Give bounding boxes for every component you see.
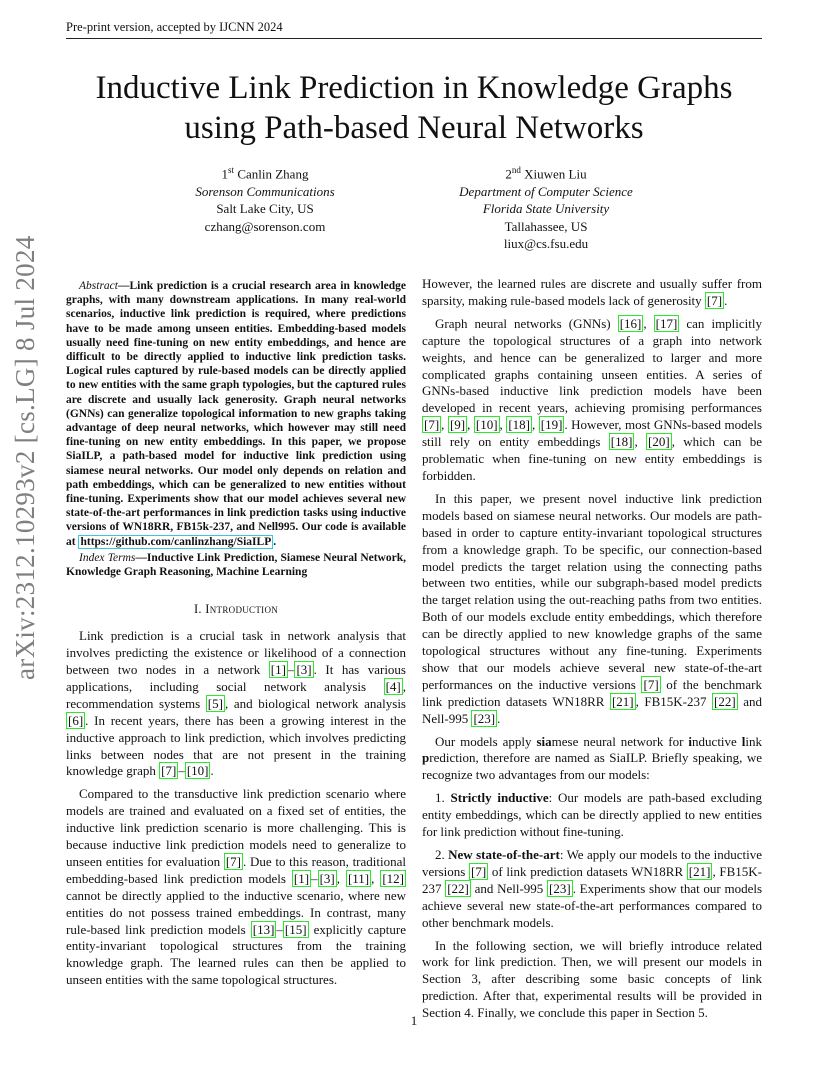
text-segment: . It has various applications, including social network analysis bbox=[66, 661, 406, 694]
text-segment: ink bbox=[745, 733, 763, 749]
citation-link[interactable]: [9] bbox=[449, 417, 466, 433]
author-1-block bbox=[115, 162, 415, 235]
text-segment: l bbox=[741, 733, 746, 749]
author-1-email: czhang@sorenson.com bbox=[204, 218, 326, 234]
section-heading: I. Introduction bbox=[193, 602, 279, 617]
text-segment: Strictly inductive bbox=[450, 790, 549, 806]
abstract-paragraph: Abstract—Link prediction is a crucial research area in knowledge graphs, with many downstream applications. In many real-world scenarios, inductive link prediction is required, where predictions have to be made among unseen entities. Embedding-based models usually need fine-tuning on new entity embeddings, and hence are difficult to be directly applied to inductive link prediction tasks. Logical rules captured by rule-based models can be directly applied to new entities with the same graph typologies, but the captured rules are discrete and usually lack generosity. Graph neural networks (GNNs) can generalize topological information to new graphs taking advantage of deep neural networks, which however may still need fine-tuning on new entity embeddings. In this paper, we propose SiaILP, a path-based model for inductive link prediction using siamese neural networks. Our model only depends on relation and path embeddings, which can be generalized to new entities without fine-tuning. Experiments show that our model achieves several new state-of-the-art performances in link prediction tasks using inductive versions of WN18RR, FB15k-237, and Nell995. Our code is available at https://github.com/canlinzhang/SiaILP . bbox=[66, 280, 406, 548]
citation-link[interactable]: [3] bbox=[296, 661, 312, 677]
citation-link[interactable]: [12] bbox=[382, 870, 404, 886]
text-segment: , bbox=[531, 417, 539, 433]
text-segment: – bbox=[287, 661, 295, 677]
index-terms: Index Terms—Inductive Link Prediction, Siamese Neural Network, Knowledge Graph Reasoning, Machine Learning bbox=[66, 551, 406, 579]
citation-link[interactable]: [19] bbox=[540, 417, 563, 433]
arxiv-stamp: arXiv:2312.10293v2 [cs.LG] 8 Jul 2024 bbox=[10, 235, 40, 680]
text-segment: Our models apply bbox=[435, 733, 537, 749]
text-segment: rediction, therefore are named as SiaILP. Briefly speaking, we recognize two advantages from our models: bbox=[422, 750, 762, 783]
text-segment: – bbox=[276, 921, 283, 937]
text-segment: . Experiments show that our models achieve several new state-of-the-art performances compared to other benchmark models. bbox=[422, 880, 763, 930]
citation-link[interactable]: [18] bbox=[610, 434, 633, 450]
text-segment: : Our models are path-based excluding entity embeddings, which can be directly applied to new entities for link prediction without fine-tuning. bbox=[422, 790, 763, 840]
gnn-paragraph bbox=[422, 316, 762, 485]
title-line-1: Inductive Link Prediction in Knowledge Graphs bbox=[95, 70, 733, 106]
citation-link[interactable]: [11] bbox=[347, 870, 370, 886]
citation-link[interactable]: [7] bbox=[424, 417, 440, 433]
text-segment: Link prediction is a crucial task in network analysis that involves predicting the existence or likelihood of a connection between two nodes in a network bbox=[66, 628, 406, 677]
text-segment: , bbox=[467, 417, 474, 433]
citation-link[interactable]: [1] bbox=[270, 661, 286, 677]
naming-paragraph bbox=[422, 734, 762, 785]
intro-paragraph-2 bbox=[66, 786, 406, 989]
text-segment: 1. bbox=[435, 790, 451, 806]
page-number: 1 bbox=[410, 1013, 418, 1028]
author-1-location: Salt Lake City, US bbox=[216, 201, 314, 217]
text-segment: p bbox=[422, 750, 430, 766]
text-segment: 2. bbox=[435, 847, 449, 862]
citation-link[interactable]: [3] bbox=[319, 870, 335, 886]
text-segment: : We apply our models to the inductive versions bbox=[422, 847, 763, 879]
text-segment: cannot be directly applied to the inductive scenario, where new entities do not possess trained embeddings. In contrast, many rule-based link prediction models bbox=[66, 887, 406, 937]
text-segment: In the following section, we will briefly introduce related work for link prediction. Then, we will present our models in Section 3, after describing some basic concepts of link prediction. After that, experimental results will be provided in Section 4. Finally, we conclude this paper in Section 5. bbox=[422, 937, 762, 1021]
text-segment: and Nell-995 bbox=[470, 880, 548, 896]
abstract bbox=[66, 279, 406, 579]
text-segment: nductive bbox=[692, 733, 742, 749]
citation-link[interactable]: [1] bbox=[293, 870, 310, 886]
citation-link[interactable]: [7] bbox=[706, 292, 723, 308]
text-segment: , bbox=[634, 434, 647, 450]
paper-title bbox=[66, 68, 762, 148]
text-segment: can implicitly capture the topological structures of a graph into network weights, and hence can be generalized to larger and more complicated graphs containing unseen entities. A series of GNNs-based inductive link prediction models have been developed in recent years, achieving promising performances bbox=[422, 315, 763, 416]
left-column bbox=[66, 279, 406, 995]
citation-link[interactable]: [21] bbox=[611, 693, 634, 709]
text-segment: of link prediction datasets WN18RR bbox=[488, 863, 687, 879]
citation-link[interactable]: [7] bbox=[225, 853, 241, 869]
citation-link[interactable]: [23] bbox=[549, 880, 571, 896]
text-segment: , FB15K-237 bbox=[635, 693, 713, 709]
code-url-link[interactable]: https://github.com/canlinzhang/SiaILP bbox=[80, 535, 272, 548]
text-segment: , bbox=[371, 870, 381, 886]
text-segment: – bbox=[178, 763, 185, 779]
author-2-university: Florida State University bbox=[482, 201, 610, 217]
text-segment: . bbox=[724, 292, 728, 308]
citation-link[interactable]: [22] bbox=[714, 693, 736, 709]
text-segment: and Nell-995 bbox=[422, 693, 762, 726]
citation-link[interactable]: [22] bbox=[447, 880, 469, 896]
text-segment: , and biological network analysis bbox=[224, 695, 406, 711]
continued-paragraph bbox=[422, 276, 762, 310]
citation-link[interactable]: [20] bbox=[648, 434, 670, 450]
citation-link[interactable]: [18] bbox=[508, 417, 530, 433]
outline-paragraph bbox=[422, 938, 762, 1023]
author-2-block bbox=[396, 162, 696, 253]
text-segment: , bbox=[336, 870, 346, 886]
author-2-location: Tallahassee, US bbox=[504, 218, 588, 234]
citation-link[interactable]: [21] bbox=[688, 863, 711, 879]
citation-link[interactable]: [4] bbox=[385, 678, 401, 694]
text-segment: of the benchmark link prediction datasets WN18RR bbox=[422, 676, 763, 709]
text-segment: , FB15K-237 bbox=[422, 863, 762, 896]
text-segment: Compared to the transductive link prediction scenario where models are trained and evaluated on a fixed set of entities, the inductive link prediction scenario is more challenging. This is because inductive link prediction models need to generalize to unseen entities for evaluation bbox=[66, 786, 406, 869]
text-segment: . However, most GNNs-based models still rely on entity embeddings bbox=[422, 417, 763, 450]
text-segment: . In recent years, there has been a growing interest in the inductive approach to link prediction, which involves predicting links between nodes that are not present in the training knowledge graph bbox=[66, 712, 406, 779]
text-segment: mese neural network for bbox=[551, 733, 689, 749]
author-1-name: 1st Canlin Zhang bbox=[221, 165, 309, 182]
citation-link[interactable]: [5] bbox=[207, 695, 223, 711]
citation-link[interactable]: [10] bbox=[186, 763, 209, 779]
text-segment: In this paper, we present novel inductive link prediction models based on siamese neural networks. Our models are path-based in order to capture entity-invariant topological structures from a knowledge graph. To be specific, our connection-based model predicts the target relation using the connecting paths between two entities, while our subgraph-based model predicts the target relation using the out-reaching paths from two entities. Both of our models exclude entity embeddings, which therefore can be directly applied to new knowledge graphs of the same topological structures without any fine-tuning. Experiments show that our models achieve several new state-of-the-art performances on the inductive versions bbox=[422, 490, 762, 692]
author-2-email: liux@cs.fsu.edu bbox=[503, 236, 589, 252]
text-segment: sia bbox=[536, 733, 552, 749]
text-segment: , bbox=[643, 315, 654, 331]
intro-paragraph-1 bbox=[66, 628, 406, 780]
author-2-name: 2nd Xiuwen Liu bbox=[505, 165, 587, 182]
citation-link[interactable]: [17] bbox=[655, 315, 678, 331]
right-column bbox=[422, 276, 762, 1028]
advantage-2-paragraph bbox=[422, 847, 762, 932]
contribution-paragraph bbox=[422, 491, 762, 728]
text-segment: , which can be problematic when fine-tuning on new entity embeddings is forbidden. bbox=[422, 434, 762, 483]
text-segment: , bbox=[441, 417, 448, 433]
citation-link[interactable]: [6] bbox=[68, 712, 84, 728]
citation-link[interactable]: [13] bbox=[252, 921, 275, 937]
text-segment: explicitly capture entity-invariant topological structures from the training knowledge graph. The learned rules can then be applied to unseen entities with the same topological structures. bbox=[66, 921, 407, 988]
citation-link[interactable]: [10] bbox=[475, 417, 498, 433]
text-segment: , bbox=[499, 417, 507, 433]
text-segment: . Due to this reason, traditional embedding-based link prediction models bbox=[66, 853, 406, 886]
citation-link[interactable]: [7] bbox=[471, 863, 487, 879]
text-segment: Graph neural networks (GNNs) bbox=[435, 315, 618, 331]
running-header: Pre-print version, accepted by IJCNN 2024 bbox=[66, 20, 762, 39]
text-segment: i bbox=[688, 733, 693, 749]
citation-link[interactable]: [7] bbox=[161, 763, 177, 779]
citation-link[interactable]: [23] bbox=[473, 710, 496, 726]
citation-link[interactable]: [15] bbox=[284, 921, 307, 937]
author-1-affiliation: Sorenson Communications bbox=[195, 183, 335, 199]
advantage-1-paragraph bbox=[422, 790, 762, 841]
text-segment: . bbox=[497, 710, 501, 726]
text-segment: – bbox=[311, 870, 318, 886]
text-segment: , recommendation systems bbox=[66, 678, 406, 711]
title-line-2: using Path-based Neural Networks bbox=[184, 110, 644, 146]
citation-link[interactable]: [16] bbox=[619, 315, 642, 331]
text-segment: However, the learned rules are discrete and usually suffer from sparsity, making rule-based models lack of generosity bbox=[422, 276, 762, 308]
author-2-department: Department of Computer Science bbox=[459, 183, 633, 199]
text-segment: . bbox=[210, 763, 214, 779]
text-segment: New state-of-the-art bbox=[448, 847, 560, 862]
citation-link[interactable]: [7] bbox=[643, 676, 659, 692]
